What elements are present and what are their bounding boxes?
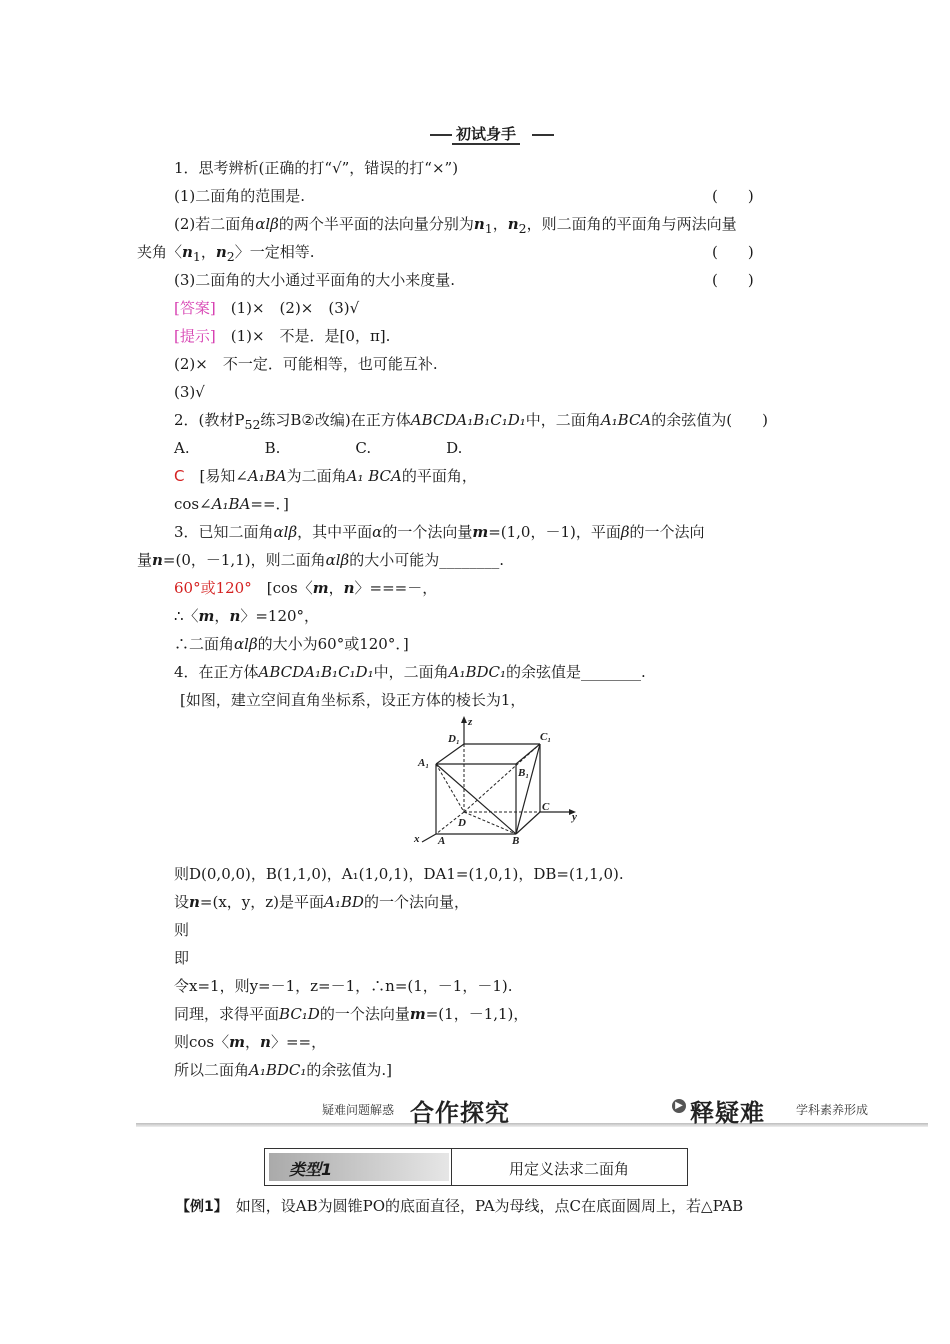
section-title-text: 初试身手 — [452, 125, 520, 145]
section-banner — [136, 1095, 928, 1135]
label-y: y — [572, 811, 577, 823]
example1-text: 如图，设AB为圆锥PO的底面直径，PA为母线，点C在底面圆周上，若△PAB — [235, 1197, 744, 1215]
q1-hint1: [提示] (1)× 不是．是[0，π]. — [174, 327, 391, 345]
q3-line1: 3．已知二面角αlβ，其中平面α的一个法向量m=(1,0，－1)，平面β的一个法向 — [174, 523, 705, 541]
banner-title-2: 释疑难 — [690, 1099, 765, 1127]
q1-s3-paren: ( ) — [712, 271, 754, 289]
cube-diagram — [412, 716, 592, 844]
q1-hint2: (2)× 不一定．可能相等，也可能互补. — [174, 355, 438, 373]
q1-s1: (1)二面角的范围是. — [174, 187, 306, 205]
label-c: C — [542, 801, 550, 813]
q4-let: 设n=(x，y，z)是平面A₁BD的一个法向量， — [174, 893, 469, 911]
label-b: B — [512, 835, 520, 844]
banner-arrow-icon: ▶ — [672, 1099, 686, 1113]
banner-right-text: 学科素养形成 — [796, 1103, 869, 1117]
q2-solution1: C [易知∠A₁BA为二面角A₁ BCA的平面角， — [174, 467, 477, 485]
answer-label: [答案] — [174, 299, 216, 317]
type1-label-bg — [269, 1153, 449, 1181]
label-a: A — [438, 835, 446, 844]
example1 — [176, 1196, 743, 1217]
q4-final: 所以二面角A₁BDC₁的余弦值为.] — [174, 1061, 393, 1079]
q2-stem: 2．(教材$P_{52}$练习B②改编)在正方体ABCDA₁B₁C₁D₁中，二面角A₁BCA的余弦值为( ) — [174, 411, 768, 432]
q1-s2-line1: (2)若二面角αlβ的两个半平面的法向量分别为$n_1$，$n_2$，则二面角的平面角与两法向量 — [174, 215, 737, 236]
q3-solution1: 60°或120° [cos〈m，n〉===－， — [174, 579, 438, 597]
q4-stem: 4．在正方体ABCDA₁B₁C₁D₁中，二面角A₁BDC₁的余弦值是________. — [174, 663, 646, 681]
q1-s1-paren: ( ) — [712, 187, 754, 205]
q2-answer: C — [174, 467, 185, 485]
q2-options: A. B. C. D. — [174, 439, 463, 457]
cube-figure — [412, 716, 592, 848]
type1-label: 类型1 — [289, 1160, 333, 1179]
q3-solution2: ∴〈m，n〉=120°， — [174, 607, 320, 625]
title-rule-left — [430, 134, 452, 136]
banner-left-text: 疑难问题解惑 — [322, 1103, 395, 1117]
label-x: x — [414, 833, 420, 844]
q4-ie: 即 — [174, 949, 190, 967]
label-z: z — [468, 716, 473, 728]
q1-answer: [答案] (1)× (2)× (3)√ — [174, 299, 360, 317]
label-b1: B₁ — [518, 767, 530, 779]
q2-solution2: cos∠A₁BA==．] — [174, 495, 289, 513]
title-rule-right — [532, 134, 554, 136]
type1-box — [264, 1148, 688, 1186]
section-title — [430, 124, 554, 146]
q1-s3: (3)二面角的大小通过平面角的大小来度量. — [174, 271, 456, 289]
q3-answer: 60°或120° — [174, 579, 252, 597]
type1-name: 用定义法求二面角 — [508, 1160, 629, 1178]
label-d1: D₁ — [448, 733, 460, 745]
q4-solution-intro: [如图，建立空间直角坐标系，设正方体的棱长为1， — [180, 691, 526, 709]
q4-coords: 则D(0,0,0)，B(1,1,0)，A₁(1,0,1)，DA1=(1,0,1)，DB=(1,1,0). — [174, 865, 624, 883]
q4-set: 令x=1，则y=－1，z=－1，∴n=(1，－1，－1). — [174, 977, 513, 995]
banner-rule — [136, 1123, 928, 1127]
q3-solution3: ∴二面角αlβ的大小为60°或120°．] — [174, 635, 409, 653]
label-d: D — [458, 817, 466, 829]
q4-then: 则 — [174, 921, 190, 939]
q1-stem: 1．思考辨析(正确的打“√”，错误的打“×”) — [174, 159, 459, 177]
q1-s2-line2: 夹角〈$n_1$，$n_2$〉一定相等. — [137, 243, 315, 264]
q1-s2-paren: ( ) — [712, 243, 754, 261]
hint-label: [提示] — [174, 327, 216, 345]
q4-cos: 则cos〈m，n〉==， — [174, 1033, 327, 1051]
q4-same: 同理，求得平面BC₁D的一个法向量m=(1，－1,1)， — [174, 1005, 529, 1023]
label-a1: A₁ — [418, 757, 430, 769]
q3-line2: 量n=(0，－1,1)，则二面角αlβ的大小可能为________. — [137, 551, 504, 569]
example1-label: 【例1】 — [176, 1199, 221, 1215]
banner-title-1: 合作探究 — [410, 1099, 510, 1127]
label-c1: C₁ — [540, 731, 552, 743]
q1-hint3: (3)√ — [174, 383, 205, 401]
